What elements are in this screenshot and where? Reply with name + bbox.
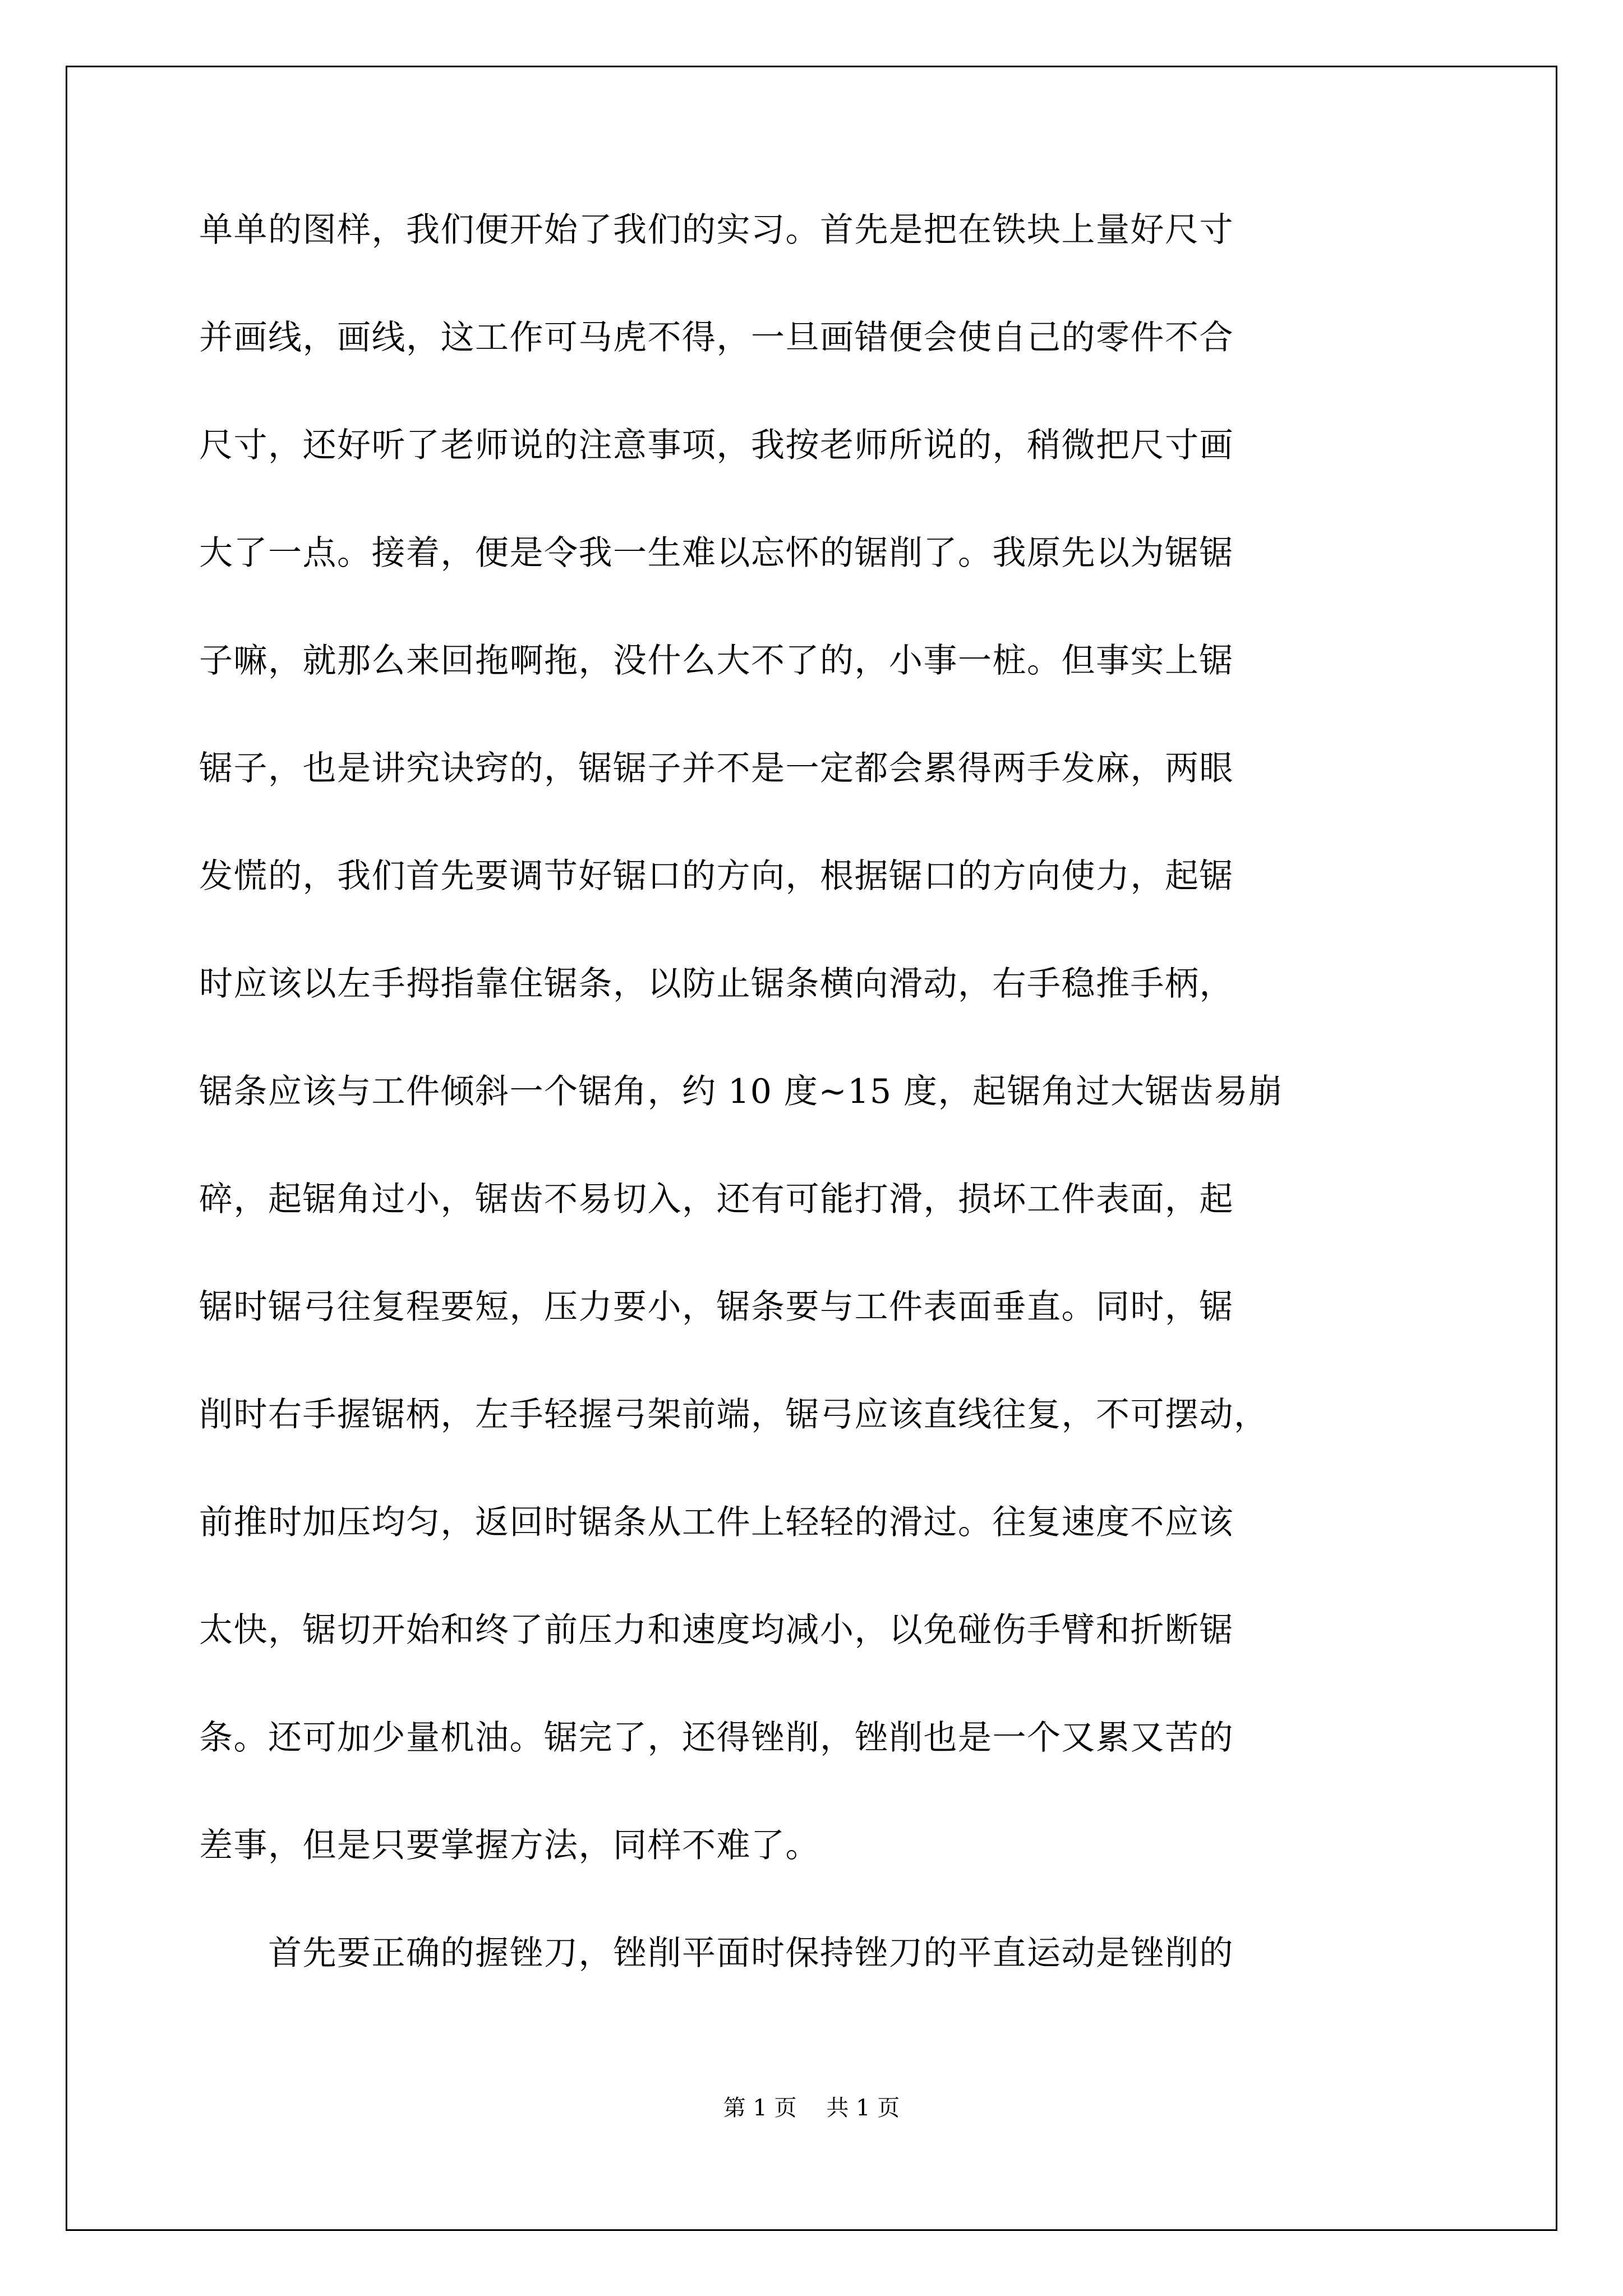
text-line: 条。还可加少量机油。锯完了，还得锉削，锉削也是一个又累又苦的 [199,1718,1234,1757]
text-line: 锯时锯弓往复程要短，压力要小，锯条要与工件表面垂直。同时，锯 [199,1287,1234,1327]
page-number: 第 1 页 [723,2095,797,2121]
text-line: 尺寸，还好听了老师说的注意事项，我按老师所说的，稍微把尺寸画 [199,426,1234,465]
text-line: 大了一点。接着，便是令我一生难以忘怀的锯削了。我原先以为锯锯 [199,533,1234,573]
text-line: 发慌的，我们首先要调节好锯口的方向，根据锯口的方向使力，起锯 [199,857,1234,896]
page-footer [0,2091,1623,2125]
text-line: 锯条应该与工件倾斜一个锯角，约 10 度~15 度，起锯角过大锯齿易崩 [199,1072,1283,1111]
text-line: 差事，但是只要掌握方法，同样不难了。 [199,1826,820,1865]
page-total: 共 1 页 [826,2095,900,2121]
text-line: 锯子，也是讲究诀窍的，锯锯子并不是一定都会累得两手发麻，两眼 [199,749,1234,788]
text-line: 子嘛，就那么来回拖啊拖，没什么大不了的，小事一桩。但事实上锯 [199,641,1234,680]
page-border [66,66,1557,2231]
text-line: 并画线，画线，这工作可马虎不得，一旦画错便会使自己的零件不合 [199,318,1234,357]
text-line: 碎，起锯角过小，锯齿不易切入，还有可能打滑，损坏工件表面，起 [199,1180,1234,1219]
text-line: 前推时加压均匀，返回时锯条从工件上轻轻的滑过。往复速度不应该 [199,1503,1234,1542]
paragraph-first-line: 首先要正确的握锉刀，锉削平面时保持锉刀的平直运动是锉削的 [199,1934,1234,1973]
text-line: 单单的图样，我们便开始了我们的实习。首先是把在铁块上量好尺寸 [199,210,1234,250]
text-line: 太快，锯切开始和终了前压力和速度均减小，以免碰伤手臂和折断锯 [199,1611,1234,1650]
text-line: 时应该以左手拇指靠住锯条，以防止锯条横向滑动，右手稳推手柄， [199,964,1234,1004]
text-line: 削时右手握锯柄，左手轻握弓架前端，锯弓应该直线往复，不可摆动， [199,1395,1269,1434]
